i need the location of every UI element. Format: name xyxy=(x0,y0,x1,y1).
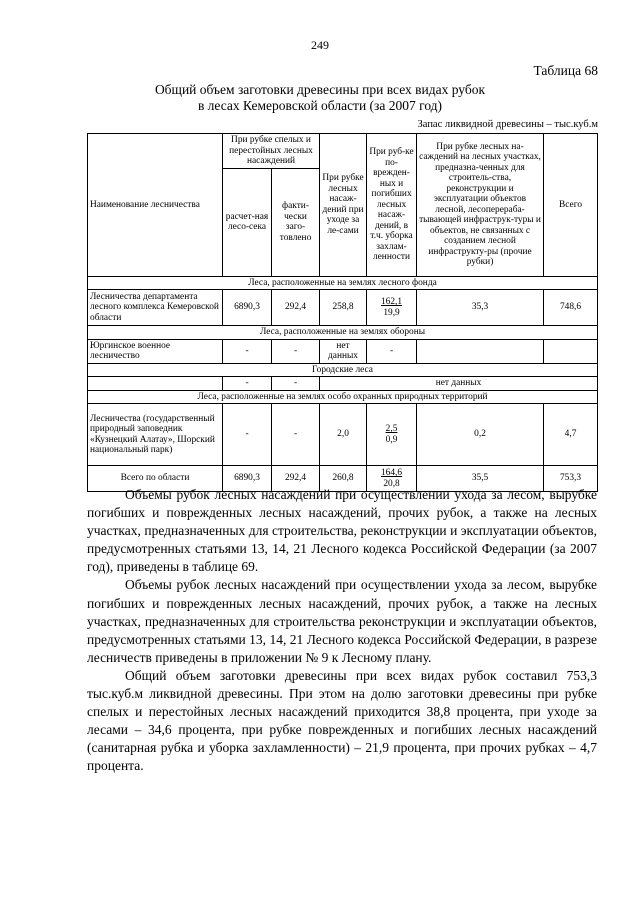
cell-mature-calc: 6890,3 xyxy=(223,290,272,326)
cell-total xyxy=(544,339,598,363)
row-name: Всего по области xyxy=(88,466,223,492)
cell-total: 748,6 xyxy=(544,290,598,326)
cell-mature-calc: - xyxy=(223,377,272,391)
row-name: Лесничества (государственный природный заповедник «Кузнецкий Алатау», Шорский национальный парк) xyxy=(88,404,223,466)
paragraph: Объемы рубок лесных насаждений при осуществлении ухода за лесом, вырубке погибших и поврежденных лесных насаждений, прочих рубок, а также на лесных участках, предназначенных для строительства, реконструкции и эксплуатации объектов, предусмотренных статьями 13, 14, 21 Лесного кодекса Российской Федерации (за 2007 год), приведены в таблице 69. xyxy=(87,487,597,575)
damaged-clearing-value: 0,9 xyxy=(385,434,398,445)
harvest-table xyxy=(87,133,598,492)
cell-mature-fact: 292,4 xyxy=(272,290,320,326)
paragraph: Объемы рубок лесных насаждений при осуществлении ухода за лесом, вырубке погибших и поврежденных лесных насаждений, прочих рубок, а также на лесных участках, предназначенных для строительства реконструкции и эксплуатации объектов, предусмотренных статьями 13, 14, 21 Лесного кодекса Российской Федерации, в разрезе лесничеств приведены в приложении № 9 к Лесному плану. xyxy=(87,577,597,665)
section-row xyxy=(88,276,598,290)
cell-other: 0,2 xyxy=(417,404,544,466)
header-name: Наименование лесничества xyxy=(88,134,223,277)
section-protected: Леса, расположенные на землях особо охранных природных территорий xyxy=(88,390,598,404)
damaged-total-value: 2,5 xyxy=(385,424,398,434)
cell-mature-fact: - xyxy=(272,404,320,466)
title-line-2: в лесах Кемеровской области (за 2007 год) xyxy=(197,98,443,113)
section-row xyxy=(88,363,598,377)
header-other: При рубке лесных на-саждений на лесных участках, предназна-ченных для строитель-ства, реконструкции и эксплуатации объектов лесной, лесоперераба-тывающей инфраструк-туры и объектов, не связанных с созданием лесной инфраструкту-ры (прочие рубки) xyxy=(417,134,544,277)
unit-note: Запас ликвидной древесины – тыс.куб.м xyxy=(417,119,598,130)
section-row xyxy=(88,390,598,404)
cell-care: 258,8 xyxy=(320,290,367,326)
header-mature-fact: факти-чески заго-товлено xyxy=(272,168,320,276)
row-name: Лесничества департамента лесного комплекса Кемеровской области xyxy=(88,290,223,326)
damaged-total-value: 162,1 xyxy=(380,297,403,307)
table-row xyxy=(88,290,598,326)
table-label: Таблица 68 xyxy=(533,63,598,78)
header-mature-calc: расчет-ная лесо-сека xyxy=(223,168,272,276)
cell-damaged: - xyxy=(367,339,417,363)
cell-damaged xyxy=(367,404,417,466)
header-care: При рубке лесных насаж-дений при уходе за ле-сами xyxy=(320,134,367,277)
table-row xyxy=(88,339,598,363)
cell-mature-calc: 6890,3 xyxy=(223,466,272,492)
cell-mature-calc: - xyxy=(223,404,272,466)
header-mature-group: При рубке спелых и перестойных лесных насаждений xyxy=(223,134,320,169)
header-damaged: При руб-ке по-врежден-ных и погибших лесных насаж-дений, в т.ч. уборка захлам-ленности xyxy=(367,134,417,277)
header-row-1 xyxy=(88,134,598,169)
cell-total: 753,3 xyxy=(544,466,598,492)
paragraph: Общий объем заготовки древесины при всех видах рубок составил 753,3 тыс.куб.м ликвидной древесины. При этом на долю заготовки древесины при рубке спелых и перестойных лесных насаждений приходится 38,8 процента, при уходе за лесами – 34,6 процента, при рубке поврежденных и погибших лесных насаждений (санитарная рубка и уборка захламленности) – 21,9 процента, при прочих рубках – 4,7 процента. xyxy=(87,667,597,774)
section-forest-fund: Леса, расположенные на землях лесного фонда xyxy=(88,276,598,290)
body-text xyxy=(87,486,597,776)
damaged-clearing-value: 19,9 xyxy=(383,307,400,318)
cell-no-data: нет данных xyxy=(320,377,598,391)
cell-mature-calc: - xyxy=(223,339,272,363)
cell-damaged xyxy=(367,290,417,326)
cell-mature-fact: 292,4 xyxy=(272,466,320,492)
cell-other: 35,3 xyxy=(417,290,544,326)
title-line-1: Общий объем заготовки древесины при всех видах рубок xyxy=(154,82,486,97)
section-defense: Леса, расположенные на землях обороны xyxy=(88,326,598,340)
cell-other: 35,5 xyxy=(417,466,544,492)
header-total: Всего xyxy=(544,134,598,277)
cell-care: 260,8 xyxy=(320,466,367,492)
row-name: Юргинское военное лесничество xyxy=(88,339,223,363)
damaged-total-value: 164,6 xyxy=(380,468,403,478)
cell-care: 2,0 xyxy=(320,404,367,466)
cell-other xyxy=(417,339,544,363)
damaged-clearing-value: 20,8 xyxy=(383,478,400,489)
page-number: 249 xyxy=(311,38,329,52)
section-urban: Городские леса xyxy=(88,363,598,377)
table-row xyxy=(88,377,598,391)
table-title xyxy=(0,82,640,114)
cell-total: 4,7 xyxy=(544,404,598,466)
cell-mature-fact: - xyxy=(272,339,320,363)
row-name xyxy=(88,377,223,391)
cell-care: нет данных xyxy=(320,339,367,363)
table-row xyxy=(88,404,598,466)
section-row xyxy=(88,326,598,340)
cell-mature-fact: - xyxy=(272,377,320,391)
